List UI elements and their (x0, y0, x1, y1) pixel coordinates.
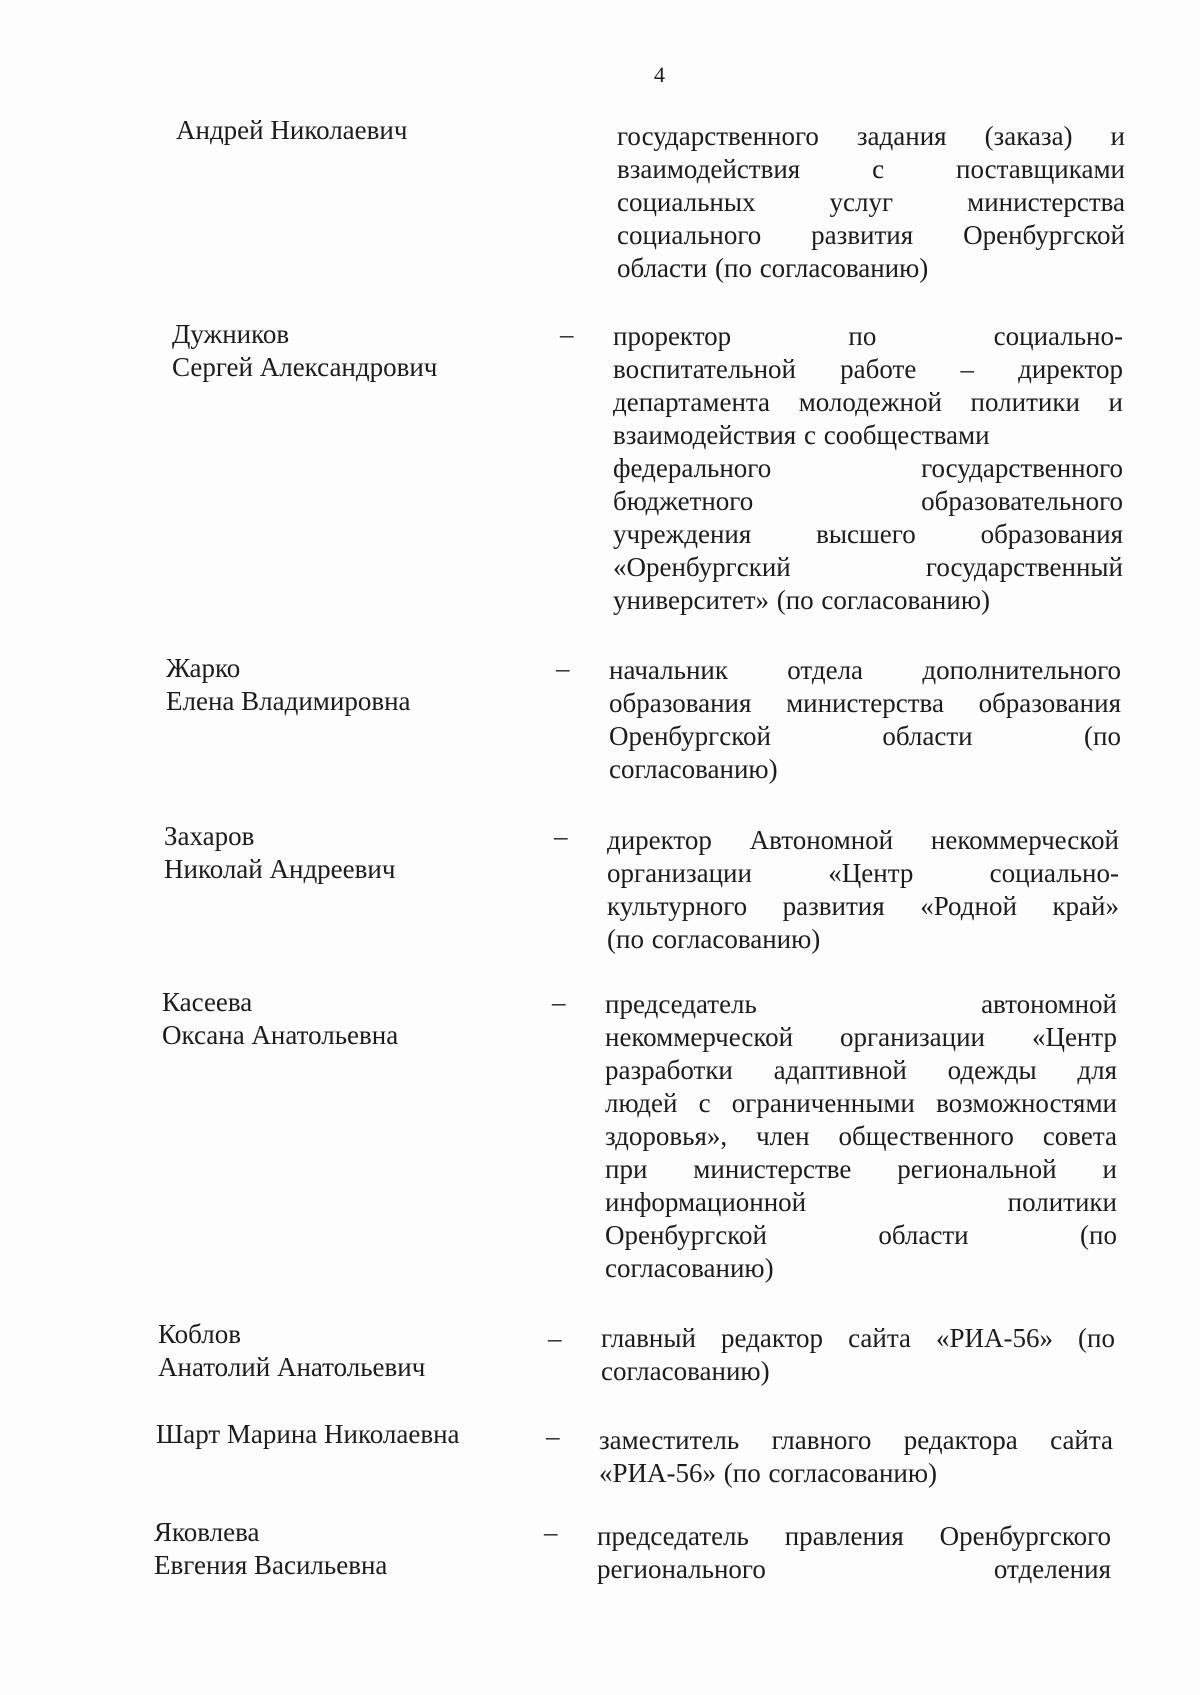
separator-dash: – (554, 821, 568, 851)
position-line: главный редактор сайта «РИА-56» (по (601, 1323, 1115, 1353)
member-name (154, 1516, 387, 1582)
member-position (617, 120, 1125, 285)
position-line: бюджетного образовательного (613, 486, 1123, 516)
position-line: разработки адаптивной одежды для (605, 1055, 1117, 1085)
position-line: здоровья», член общественного совета (605, 1121, 1117, 1151)
position-line: заместитель главного редактора сайта (599, 1425, 1113, 1455)
member-name-line: Шарт Марина Николаевна (156, 1419, 460, 1449)
position-line: согласованию) (601, 1356, 770, 1386)
position-line: культурного развития «Родной край» (607, 891, 1119, 921)
member-name-line: Коблов (158, 1319, 241, 1349)
member-name-line: Захаров (164, 821, 255, 851)
position-line: согласованию) (605, 1253, 774, 1283)
member-position (597, 1520, 1111, 1586)
position-line: «РИА-56» (по согласованию) (599, 1458, 938, 1488)
member-position (607, 824, 1119, 956)
member-name-line: Николай Андреевич (164, 854, 396, 884)
position-line: федерального государственного (613, 453, 1123, 483)
member-name (156, 1418, 460, 1451)
member-position (599, 1424, 1113, 1490)
member-position (609, 654, 1121, 786)
position-line: людей с ограниченными возможностями (605, 1088, 1117, 1118)
separator-dash: – (556, 653, 570, 683)
member-name (176, 114, 407, 147)
member-position (613, 320, 1123, 617)
position-line: взаимодействия с сообществами (613, 420, 990, 450)
position-line: взаимодействия с поставщиками (617, 154, 1125, 184)
position-line: департамента молодежной политики и (613, 387, 1123, 417)
member-name (162, 986, 398, 1052)
position-line: проректор по социально- (613, 321, 1123, 351)
position-line: директор Автономной некоммерческой (607, 825, 1119, 855)
member-name-line: Оксана Анатольевна (162, 1020, 399, 1050)
member-name-line: Анатолий Анатольевич (158, 1352, 426, 1382)
member-name-line: Дужников (172, 319, 290, 349)
separator-dash: – (546, 1421, 560, 1451)
member-name (166, 652, 411, 718)
position-line: (по согласованию) (607, 924, 821, 954)
position-line: при министерстве региональной и (605, 1154, 1117, 1184)
member-name (164, 820, 395, 886)
position-line: председатель автономной (605, 989, 1117, 1019)
member-name-line: Евгения Васильевна (154, 1550, 388, 1580)
position-line: области (по согласованию) (617, 253, 929, 283)
page-number: 4 (654, 62, 665, 87)
position-line: социальных услуг министерства (617, 187, 1125, 217)
position-line: начальник отдела дополнительного (609, 655, 1121, 685)
position-line: Оренбургской области (по (605, 1220, 1117, 1250)
position-line: регионального отделения (597, 1554, 1111, 1584)
member-name-line: Касеева (162, 987, 253, 1017)
position-line: информационной политики (605, 1187, 1117, 1217)
separator-dash: – (548, 1323, 562, 1353)
member-name (172, 318, 437, 384)
position-line: социального развития Оренбургской (617, 220, 1125, 250)
member-name-line: Жарко (166, 653, 241, 683)
position-line: «Оренбургский государственный (613, 552, 1123, 582)
separator-dash: – (552, 987, 566, 1017)
position-line: образования министерства образования (609, 688, 1121, 718)
position-line: согласованию) (609, 754, 778, 784)
position-line: некоммерческой организации «Центр (605, 1022, 1117, 1052)
member-name-line: Сергей Александрович (172, 352, 438, 382)
member-position (605, 988, 1117, 1285)
separator-dash: – (544, 1517, 558, 1547)
separator-dash: – (560, 319, 574, 349)
position-line: воспитательной работе – директор (613, 354, 1123, 384)
position-line: председатель правления Оренбургского (597, 1521, 1111, 1551)
position-line: учреждения высшего образования (613, 519, 1123, 549)
position-line: университет» (по согласованию) (613, 585, 990, 615)
position-line: организации «Центр социально- (607, 858, 1119, 888)
member-name-line: Елена Владимировна (166, 686, 411, 716)
member-position (601, 1322, 1115, 1388)
member-name-line: Яковлева (154, 1517, 260, 1547)
member-name-line: Андрей Николаевич (176, 115, 408, 145)
position-line: Оренбургской области (по (609, 721, 1121, 751)
member-name (158, 1318, 425, 1384)
position-line: государственного задания (заказа) и (617, 121, 1125, 151)
